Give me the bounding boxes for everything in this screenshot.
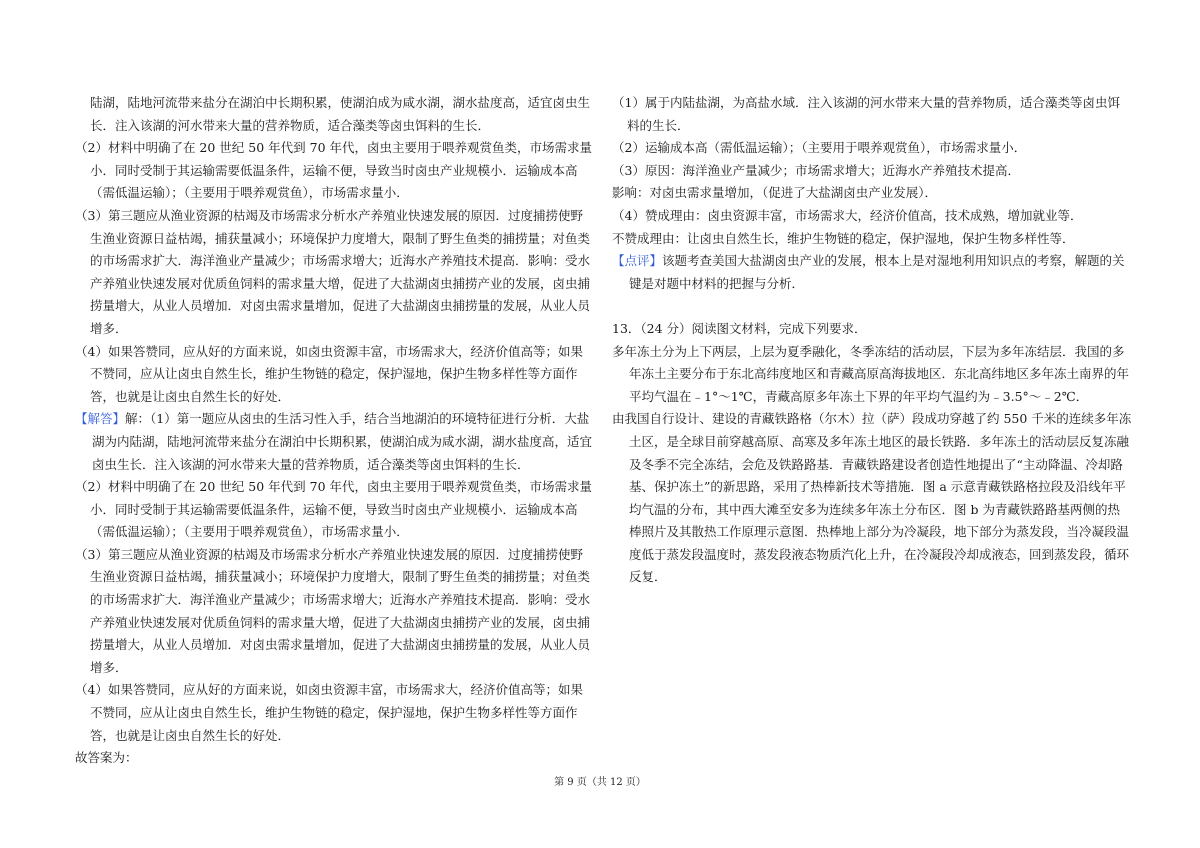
answer-3: （3）原因：海洋渔业产量减少；市场需求增大；近海水产养殖技术提高． bbox=[612, 162, 1020, 178]
page-footer: 第 9 页（共 12 页） bbox=[554, 777, 646, 788]
analysis-item-3: （3）第三题应从渔业资源的枯竭及市场需求分析水产养殖业快速发展的原因．过度捕捞使野生渔业资源日益枯竭，捕获量减小；环境保护力度增大，限制了野生鱼类的捕捞量；对鱼类的市场需求扩大．海洋渔业产量减少；市场需求增大；近海水产养殖技术提高．影响：受水产养殖业快速发展对优质鱼饲料的需求量大增，促进了大盐湖卤虫捕捞产业的发展，卤虫捕捞量增大，从业人员增加．对卤虫需求量增加，促进了大盐湖卤虫捕捞量的发展，从业人员增多． bbox=[75, 207, 591, 336]
prev-answer-continuation: 陆湖，陆地河流带来盐分在湖泊中长期积累，使湖泊成为咸水湖，湖水盐度高，适宜卤虫生长．注入该湖的河水带来大量的营养物质，适合藻类等卤虫饵料的生长． bbox=[90, 95, 591, 133]
answer-4-disagree: 不赞成理由：让卤虫自然生长，维护生物链的稳定，保护湿地，保护生物多样性等． bbox=[612, 230, 1075, 246]
solution-item-2: （2）材料中明确了在 20 世纪 50 年代到 70 年代，卤虫主要用于喂养观赏鱼类，市场需求量小．同时受制于其运输需要低温条件，运输不便，导致当时卤虫产业规模小．运输成本高（需低温运输）；（主要用于喂养观赏鱼），市场需求量小． bbox=[75, 479, 593, 540]
comment-text: 该题考查美国大盐湖卤虫产业的发展，根本上是对湿地利用知识点的考察，解题的关键是对题中材料的把握与分析． bbox=[629, 253, 1125, 291]
question-13-paragraph-1: 多年冻土分为上下两层，上层为夏季融化，冬季冻结的活动层，下层为多年冻结层．我国的多年冻土主要分布于东北高纬度地区和青藏高原高海拔地区．东北高纬地区多年冻土南界的年平均气温在﹣1°～1℃，青藏高原多年冻土下界的年平均气温约为﹣3.5°～﹣2℃． bbox=[612, 343, 1130, 404]
answer-2: （2）运输成本高（需低温运输）；（主要用于喂养观赏鱼），市场需求量小． bbox=[612, 140, 1027, 156]
right-column bbox=[612, 92, 1132, 589]
answer-1: （1）属于内陆盐湖，为高盐水域．注入该湖的河水带来大量的营养物质，适合藻类等卤虫饵料的生长． bbox=[612, 95, 1120, 133]
answer-3-effect: 影响：对卤虫需求量增加，（促进了大盐湖卤虫产业发展）． bbox=[612, 185, 938, 201]
comment bbox=[612, 250, 1132, 295]
solution-item-1 bbox=[75, 408, 593, 476]
spacer bbox=[612, 295, 1132, 318]
analysis-item-4: （4）如果答赞同，应从好的方面来说，如卤虫资源丰富，市场需求大，经济价值高等；如果不赞同，应从让卤虫自然生长，维护生物链的稳定，保护湿地，保护生物多样性等方面作答，也就是让卤虫自然生长的好处． bbox=[75, 343, 583, 404]
answer-label: 故答案为： bbox=[75, 750, 138, 766]
analysis-item-2: （2）材料中明确了在 20 世纪 50 年代到 70 年代，卤虫主要用于喂养观赏鱼类，市场需求量小．同时受制于其运输需要低温条件，运输不便，导致当时卤虫产业规模小．运输成本高（需低温运输）；（主要用于喂养观赏鱼），市场需求量小． bbox=[75, 140, 593, 201]
solution-item-4: （4）如果答赞同，应从好的方面来说，如卤虫资源丰富，市场需求大，经济价值高等；如果不赞同，应从让卤虫自然生长，维护生物链的稳定，保护湿地，保护生物多样性等方面作答，也就是让卤虫自然生长的好处． bbox=[75, 682, 583, 743]
question-13-heading: 13．（24 分）阅读图文材料，完成下列要求． bbox=[612, 320, 867, 336]
solution-tag: 【解答】 bbox=[75, 411, 126, 427]
solution-text: 解：（1）第一题应从卤虫的生活习性入手，结合当地湖泊的环境特征进行分析．大盐湖为内陆湖，陆地河流带来盐分在湖泊中长期积累，使湖泊成为咸水湖，湖水盐度高，适宜卤虫生长．注入该湖的河水带来大量的营养物质，适合藻类等卤虫饵料的生长． bbox=[92, 411, 593, 472]
question-13-paragraph-2: 由我国自行设计、建设的青藏铁路格（尔木）拉（萨）段成功穿越了约 550 千米的连续多年冻土区，是全球目前穿越高原、高寒及多年冻土地区的最长铁路．多年冻土的活动层反复冻融及冬季不完全冻结，会危及铁路路基．青藏铁路建设者创造性地提出了“主动降温、冷却路基、保护冻土”的新思路，采用了热棒新技术等措施．图 a 示意青藏铁路格拉段及沿线年平均气温的分布，其中西大滩至安多为连续多年冻土分布区．图 b 为青藏铁路路基两侧的热棒照片及其散热工作原理示意图．热棒地上部分为冷凝段，地下部分为蒸发段，当冷凝段温度低于蒸发段温度时，蒸发段液态物质汽化上升，在冷凝段冷却成液态，回到蒸发段，循环反复． bbox=[612, 411, 1132, 585]
left-column bbox=[75, 92, 593, 770]
answer-4: （4）赞成理由：卤虫资源丰富，市场需求大，经济价值高，技术成熟，增加就业等． bbox=[612, 207, 1083, 223]
comment-tag: 【点评】 bbox=[612, 253, 663, 269]
solution-item-3: （3）第三题应从渔业资源的枯竭及市场需求分析水产养殖业快速发展的原因．过度捕捞使野生渔业资源日益枯竭，捕获量减小；环境保护力度增大，限制了野生鱼类的捕捞量；对鱼类的市场需求扩大．海洋渔业产量减少；市场需求增大；近海水产养殖技术提高．影响：受水产养殖业快速发展对优质鱼饲料的需求量大增，促进了大盐湖卤虫捕捞产业的发展，卤虫捕捞量增大，从业人员增加．对卤虫需求量增加，促进了大盐湖卤虫捕捞量的发展，从业人员增多． bbox=[75, 546, 591, 675]
